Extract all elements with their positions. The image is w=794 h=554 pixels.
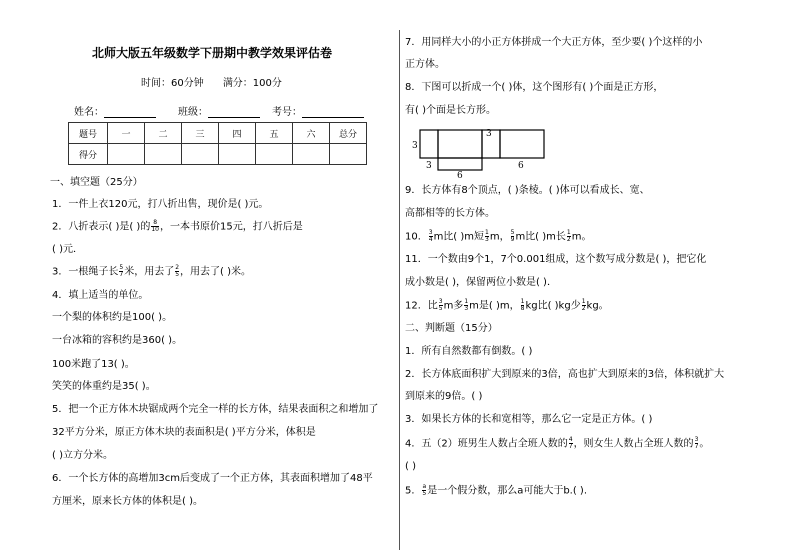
question-text: 。 — [699, 438, 710, 450]
question-8-cont: 有( )个面是长方形。 — [405, 105, 496, 116]
score-input-cell[interactable] — [145, 144, 182, 165]
question-text: m比( )m短 — [433, 231, 485, 243]
right-column — [405, 0, 775, 554]
question-text: m， — [489, 231, 510, 243]
question-5-cont: ( )立方分米。 — [52, 450, 113, 461]
question-text: kg比( )kg少 — [525, 300, 581, 312]
question-text: 4．五（2）班男生人数占全班人数的 — [405, 438, 568, 450]
question-text: m多 — [443, 300, 464, 312]
question-text: m比( )m长 — [515, 231, 566, 243]
question-9: 9．长方体有8个顶点，( )条棱。( )体可以看成长、宽、 — [405, 185, 650, 196]
question-text: ，则女生人数占全班人数的 — [573, 438, 694, 450]
question-11: 11．一个数由9个1，7个0.001组成，这个数写成分数是( )，把它化 — [405, 254, 707, 265]
column-divider — [399, 30, 400, 550]
question-text: 10． — [405, 231, 428, 243]
question-text: kg。 — [586, 300, 609, 312]
question-7: 7．用同样大小的小正方体拼成一个大正方体，至少要( )个这样的小 — [405, 37, 703, 48]
question-5-cont: 32平方分米，原正方体木块的表面积是( )平方分米，体积是 — [52, 427, 316, 438]
table-cell: 三 — [182, 123, 219, 144]
question-1: 1．一件上衣120元，打八折出售，现价是( )元。 — [52, 199, 269, 210]
score-input-cell[interactable] — [219, 144, 256, 165]
table-cell: 得分 — [69, 144, 108, 165]
judge-2-cont: 到原来的9倍。( ) — [405, 391, 483, 402]
net-label-left: 3 — [412, 141, 418, 151]
question-11-cont: 成小数是( )，保留两位小数是( )． — [405, 277, 557, 288]
score-table-header-row — [69, 123, 367, 144]
judge-3: 3．如果长方体的长和宽相等，那么它一定是正方体。( ) — [405, 414, 653, 425]
score-input-cell[interactable] — [330, 144, 367, 165]
question-9-cont: 高都相等的长方体。 — [405, 208, 495, 219]
class-field[interactable] — [178, 103, 260, 118]
fraction: $\frac{8}{10}$ — [151, 219, 159, 233]
question-10 — [405, 230, 591, 245]
name-field[interactable] — [74, 103, 156, 118]
fraction: $\frac{3}{5}$ — [438, 298, 443, 312]
question-6-cont: 方厘米，原来长方体的体积是( )。 — [52, 496, 203, 507]
question-text: 3．一根绳子长 — [52, 266, 119, 278]
question-text: ，一本书原价15元，打八折后是 — [159, 221, 303, 233]
net-label-bottom-right: 6 — [518, 161, 524, 171]
fraction: $\frac{3}{7}$ — [694, 436, 699, 450]
table-cell: 总分 — [330, 123, 367, 144]
class-label: 班级： — [178, 107, 208, 118]
question-text: 5． — [405, 485, 422, 497]
fraction: $\frac{1}{2}$ — [566, 229, 571, 243]
table-cell: 题号 — [69, 123, 108, 144]
time-label: 时间：60分钟 — [141, 78, 204, 89]
exam-no-field[interactable] — [272, 103, 364, 118]
score-input-cell[interactable] — [108, 144, 145, 165]
question-12 — [405, 299, 609, 314]
question-4b: 一台冰箱的容积约是360( )。 — [52, 335, 183, 346]
judge-1: 1．所有自然数都有倒数。( ) — [405, 346, 533, 357]
fraction: $\frac{1}{3}$ — [485, 229, 489, 243]
question-text: m是( )m， — [469, 300, 520, 312]
fraction: $\frac{a}{5}$ — [422, 483, 427, 497]
net-label-bottom-mid: 6 — [457, 171, 463, 180]
exam-no-label: 考号： — [272, 107, 302, 118]
question-text: 是一个假分数，那么a可能大于b.( ). — [427, 485, 588, 497]
fraction: $\frac{3}{4}$ — [428, 229, 433, 243]
question-text: m。 — [571, 231, 592, 243]
table-cell: 五 — [256, 123, 293, 144]
fraction: $\frac{4}{7}$ — [568, 436, 573, 450]
table-cell: 四 — [219, 123, 256, 144]
question-text: 12．比 — [405, 300, 438, 312]
fraction: $\frac{1}{8}$ — [520, 298, 525, 312]
score-label: 满分：100分 — [222, 78, 282, 89]
section-heading: 一、填空题（25分） — [50, 177, 143, 188]
fraction: $\frac{1}{3}$ — [464, 298, 469, 312]
question-3 — [52, 265, 251, 280]
score-input-cell[interactable] — [182, 144, 219, 165]
question-4a: 一个梨的体积约是100( )。 — [52, 312, 173, 323]
score-table-score-row — [69, 144, 367, 165]
left-column — [44, 0, 384, 554]
fraction: $\frac{5}{7}$ — [119, 264, 124, 278]
score-table — [68, 122, 367, 165]
cuboid-net-diagram — [410, 128, 570, 180]
question-5: 5．把一个正方体木块锯成两个完全一样的长方体，结果表面积之和增加了 — [52, 404, 379, 415]
exam-meta — [141, 74, 282, 89]
question-text: 2．八折表示( )是( )的 — [52, 221, 151, 233]
question-7-cont: 正方体。 — [405, 59, 445, 70]
table-cell: 一 — [108, 123, 145, 144]
question-6: 6．一个长方体的高增加3cm后变成了一个正方体，其表面积增加了48平 — [52, 473, 373, 484]
question-2 — [52, 220, 303, 235]
fraction: $\frac{5}{9}$ — [510, 229, 515, 243]
question-text: 米，用去了 — [124, 266, 175, 278]
page-title: 北师大版五年级数学下册期中教学效果评估卷 — [92, 46, 333, 60]
judge-4 — [405, 437, 709, 452]
question-8: 8．下图可以折成一个( )体，这个图形有( )个面是正方形， — [405, 82, 664, 93]
table-cell: 六 — [293, 123, 330, 144]
net-label-top: 3 — [486, 129, 492, 139]
question-4: 4．填上适当的单位。 — [52, 290, 149, 301]
score-input-cell[interactable] — [256, 144, 293, 165]
fraction: $\frac{2}{5}$ — [175, 264, 180, 278]
question-2-cont: ( )元． — [52, 244, 83, 255]
table-cell: 二 — [145, 123, 182, 144]
net-label-bottom-left: 3 — [426, 161, 432, 171]
judge-4-cont: ( ) — [405, 461, 416, 472]
fraction: $\frac{1}{2}$ — [581, 298, 586, 312]
judge-2: 2．长方体底面积扩大到原来的3倍，高也扩大到原来的3倍，体积就扩大 — [405, 369, 725, 380]
judge-5 — [405, 484, 587, 499]
question-4c: 100米跑了13( )。 — [52, 359, 135, 370]
score-input-cell[interactable] — [293, 144, 330, 165]
section-heading: 二、判断题（15分） — [405, 323, 498, 334]
question-text: ，用去了( )米。 — [180, 266, 252, 278]
name-label: 姓名： — [74, 107, 104, 118]
question-4d: 笑笑的体重约是35( )。 — [52, 381, 156, 392]
